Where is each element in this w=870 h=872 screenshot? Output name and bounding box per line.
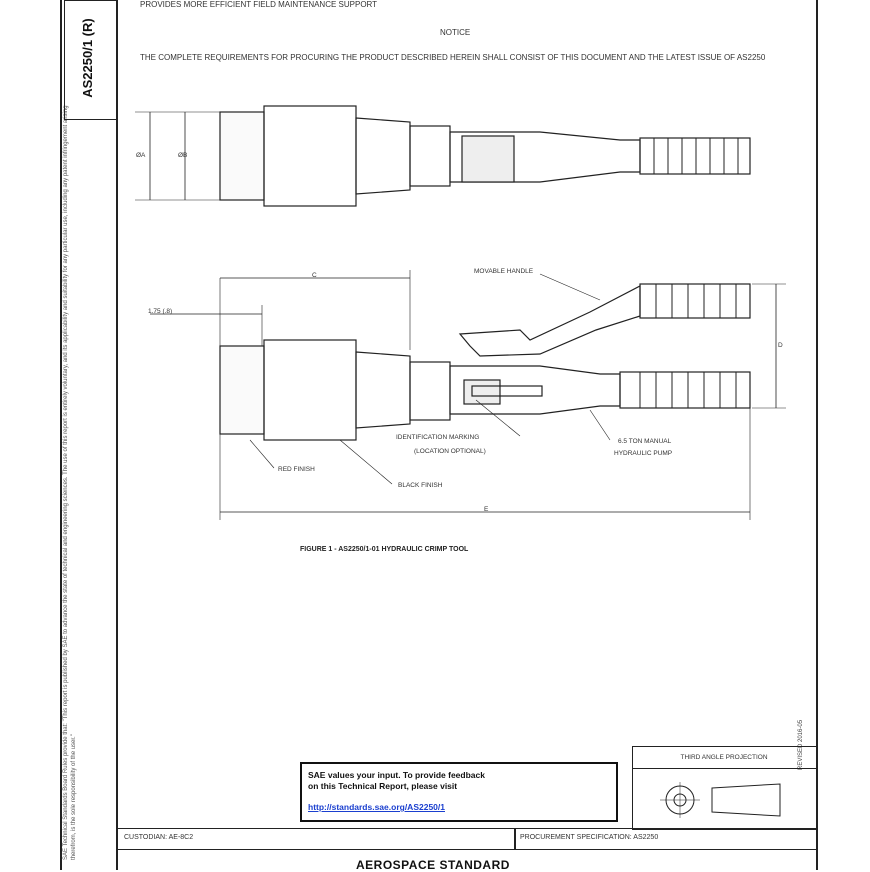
dimension-e-label: E bbox=[484, 506, 489, 513]
side-view-identification bbox=[464, 380, 500, 404]
title-block-row bbox=[116, 828, 816, 850]
custodian-text: CUSTODIAN: AE-8C2 bbox=[124, 834, 194, 841]
black-finish-label: BLACK FINISH bbox=[398, 482, 443, 489]
dimension-d-label: D bbox=[778, 342, 783, 349]
movable-handle bbox=[460, 286, 640, 356]
dimension-175-label: 1.75 (.8) bbox=[148, 308, 173, 315]
diameter-b-label: ØB bbox=[178, 152, 188, 159]
figure-caption: FIGURE 1 - AS2250/1-01 HYDRAULIC CRIMP TOOL bbox=[300, 546, 469, 553]
identification-marking-label: IDENTIFICATION MARKING bbox=[396, 434, 480, 441]
procurement-text: PROCUREMENT SPECIFICATION: AS2250 bbox=[520, 834, 659, 841]
document-number: AS2250/1 (R) bbox=[80, 18, 95, 98]
side-view-taper bbox=[356, 352, 410, 428]
feedback-text: SAE values your input. To provide feedback on this Technical Report, please visit bbox=[308, 770, 485, 791]
hydraulic-pump-label: HYDRAULIC PUMP bbox=[614, 450, 673, 457]
top-view-grip bbox=[640, 138, 750, 174]
projection-title: THIRD ANGLE PROJECTION bbox=[632, 748, 816, 769]
top-view-neck bbox=[410, 126, 450, 186]
feedback-link[interactable]: http://standards.sae.org/AS2250/1 bbox=[308, 802, 445, 812]
side-view-red-section bbox=[220, 346, 264, 434]
side-view-neck bbox=[410, 362, 450, 420]
top-view-red-section bbox=[220, 112, 264, 200]
diameter-a-label: ØA bbox=[136, 152, 146, 159]
top-view-head bbox=[462, 136, 514, 182]
top-line-text: PROVIDES MORE EFFICIENT FIELD MAINTENANCE SUPPORT bbox=[140, 0, 378, 9]
top-view-body bbox=[264, 106, 356, 206]
location-optional-label: (LOCATION OPTIONAL) bbox=[414, 448, 486, 455]
notice-heading: NOTICE bbox=[440, 28, 471, 37]
dimension-c-label: C bbox=[312, 272, 317, 279]
top-view-taper bbox=[356, 118, 410, 194]
side-view-body bbox=[264, 340, 356, 440]
ton-manual-label: 6.5 TON MANUAL bbox=[618, 438, 672, 445]
revision-side-label: REVISED 2016-05 bbox=[798, 719, 804, 770]
red-finish-label: RED FINISH bbox=[278, 466, 315, 473]
sidebar-legal-text: SAE Technical Standards Board Rules provide that: "This report is published by SAE to advance the state of technical and engineering sciences. The use of this report is entirely voluntary, and its applicability and suitability for any particular use, including any patent infringement arising therefrom, is the sole responsibility of the user." bbox=[63, 105, 77, 860]
notice-text: THE COMPLETE REQUIREMENTS FOR PROCURING THE PRODUCT DESCRIBED HEREIN SHALL CONSIST OF THIS DOCUMENT AND THE LATEST ISSUE OF AS2250 bbox=[140, 53, 766, 62]
aerospace-standard-title: AEROSPACE STANDARD bbox=[356, 858, 510, 872]
feedback-box bbox=[300, 762, 618, 822]
movable-handle-label: MOVABLE HANDLE bbox=[474, 268, 534, 275]
